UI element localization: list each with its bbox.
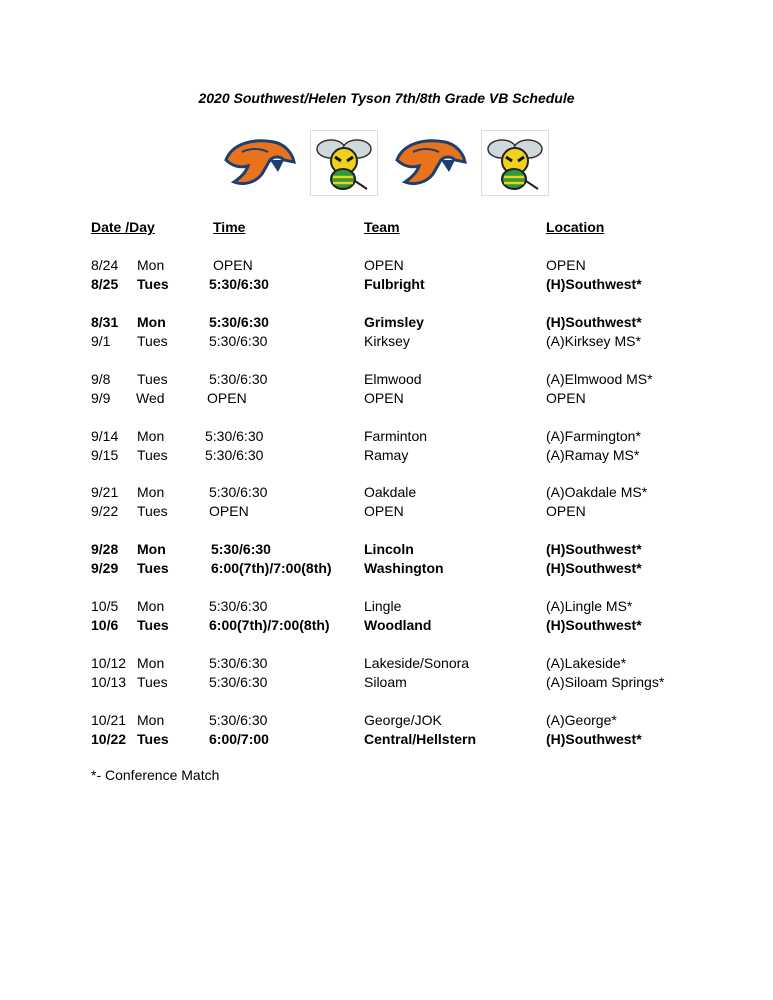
row-location: (A)Siloam Springs* — [546, 674, 665, 690]
panther-logo — [393, 130, 459, 194]
row-time: 5:30/6:30 — [209, 276, 269, 292]
row-day: Tues — [137, 731, 169, 747]
row-date: 8/31 — [91, 314, 119, 330]
row-location: OPEN — [546, 503, 586, 519]
row-day: Mon — [137, 428, 165, 444]
row-day: Wed — [136, 390, 165, 406]
row-time: OPEN — [207, 390, 247, 406]
row-team: Ramay — [364, 447, 409, 463]
row-time: 6:00/7:00 — [209, 731, 269, 747]
row-day: Tues — [137, 674, 168, 690]
row-day: Mon — [137, 257, 165, 273]
row-date: 9/28 — [91, 541, 119, 557]
row-location: (H)Southwest* — [546, 617, 642, 633]
page-title: 2020 Southwest/Helen Tyson 7th/8th Grade VB Schedule — [198, 90, 575, 106]
row-day: Mon — [137, 314, 166, 330]
row-team: Central/Hellstern — [364, 731, 477, 747]
row-location: (A)Ramay MS* — [546, 447, 640, 463]
row-team: Fulbright — [364, 276, 425, 292]
row-time: 5:30/6:30 — [209, 333, 268, 349]
row-date: 10/5 — [91, 598, 119, 614]
row-date: 10/21 — [91, 712, 127, 728]
row-location: OPEN — [546, 390, 586, 406]
header-team: Team — [364, 219, 400, 235]
hornet-logo — [310, 130, 378, 196]
row-date: 9/29 — [91, 560, 119, 576]
row-date: 8/24 — [91, 257, 119, 273]
row-location: (A)Farmington* — [546, 428, 641, 444]
row-date: 8/25 — [91, 276, 119, 292]
row-time: 5:30/6:30 — [209, 484, 268, 500]
row-location: (H)Southwest* — [546, 560, 642, 576]
row-date: 10/13 — [91, 674, 127, 690]
header-time: Time — [213, 219, 246, 235]
row-day: Mon — [137, 655, 165, 671]
row-date: 10/6 — [91, 617, 119, 633]
row-team: Lakeside/Sonora — [364, 655, 470, 671]
row-location: (A)Lakeside* — [546, 655, 627, 671]
row-date: 9/15 — [91, 447, 119, 463]
row-day: Tues — [137, 617, 169, 633]
row-date: 9/14 — [91, 428, 119, 444]
row-day: Mon — [137, 484, 165, 500]
row-day: Tues — [137, 560, 169, 576]
row-day: Tues — [137, 333, 168, 349]
row-day: Tues — [137, 371, 168, 387]
row-day: Tues — [137, 276, 169, 292]
row-team: OPEN — [364, 390, 404, 406]
row-day: Tues — [137, 503, 168, 519]
row-time: 5:30/6:30 — [209, 314, 269, 330]
row-team: Lingle — [364, 598, 402, 614]
row-location: (H)Southwest* — [546, 731, 642, 747]
row-location: (H)Southwest* — [546, 276, 642, 292]
row-time: 5:30/6:30 — [209, 598, 268, 614]
row-time: 6:00(7th)/7:00(8th) — [211, 560, 332, 576]
row-date: 9/8 — [91, 371, 111, 387]
row-team: Woodland — [364, 617, 432, 633]
row-date: 9/21 — [91, 484, 119, 500]
row-day: Mon — [137, 598, 165, 614]
footnote: *- Conference Match — [91, 767, 220, 783]
row-time: 5:30/6:30 — [209, 712, 268, 728]
row-date: 10/12 — [91, 655, 127, 671]
row-time: OPEN — [213, 257, 253, 273]
logo-row — [0, 130, 773, 196]
row-team: George/JOK — [364, 712, 442, 728]
row-time: 5:30/6:30 — [209, 674, 268, 690]
row-team: OPEN — [364, 257, 404, 273]
row-team: Kirksey — [364, 333, 410, 349]
header-date-day: Date /Day — [91, 219, 155, 235]
row-time: 5:30/6:30 — [209, 655, 268, 671]
row-location: (H)Southwest* — [546, 541, 642, 557]
row-team: Washington — [364, 560, 444, 576]
row-time: 6:00(7th)/7:00(8th) — [209, 617, 330, 633]
row-time: 5:30/6:30 — [205, 428, 264, 444]
row-date: 9/9 — [91, 390, 111, 406]
row-team: Oakdale — [364, 484, 417, 500]
row-team: Lincoln — [364, 541, 414, 557]
row-team: Farminton — [364, 428, 428, 444]
row-date: 10/22 — [91, 731, 127, 747]
row-location: (H)Southwest* — [546, 314, 642, 330]
row-location: (A)George* — [546, 712, 617, 728]
hornet-logo — [481, 130, 549, 196]
row-location: (A)Lingle MS* — [546, 598, 633, 614]
row-location: (A)Kirksey MS* — [546, 333, 641, 349]
row-team: Grimsley — [364, 314, 424, 330]
row-date: 9/22 — [91, 503, 119, 519]
row-time: 5:30/6:30 — [211, 541, 271, 557]
row-day: Mon — [137, 712, 165, 728]
row-time: 5:30/6:30 — [209, 371, 268, 387]
row-date: 9/1 — [91, 333, 111, 349]
row-team: Siloam — [364, 674, 407, 690]
row-team: Elmwood — [364, 371, 422, 387]
row-team: OPEN — [364, 503, 404, 519]
row-location: OPEN — [546, 257, 586, 273]
row-day: Tues — [137, 447, 168, 463]
header-location: Location — [546, 219, 605, 235]
row-location: (A)Elmwood MS* — [546, 371, 653, 387]
row-time: OPEN — [209, 503, 249, 519]
panther-logo — [222, 130, 288, 194]
row-location: (A)Oakdale MS* — [546, 484, 648, 500]
row-day: Mon — [137, 541, 166, 557]
row-time: 5:30/6:30 — [205, 447, 264, 463]
